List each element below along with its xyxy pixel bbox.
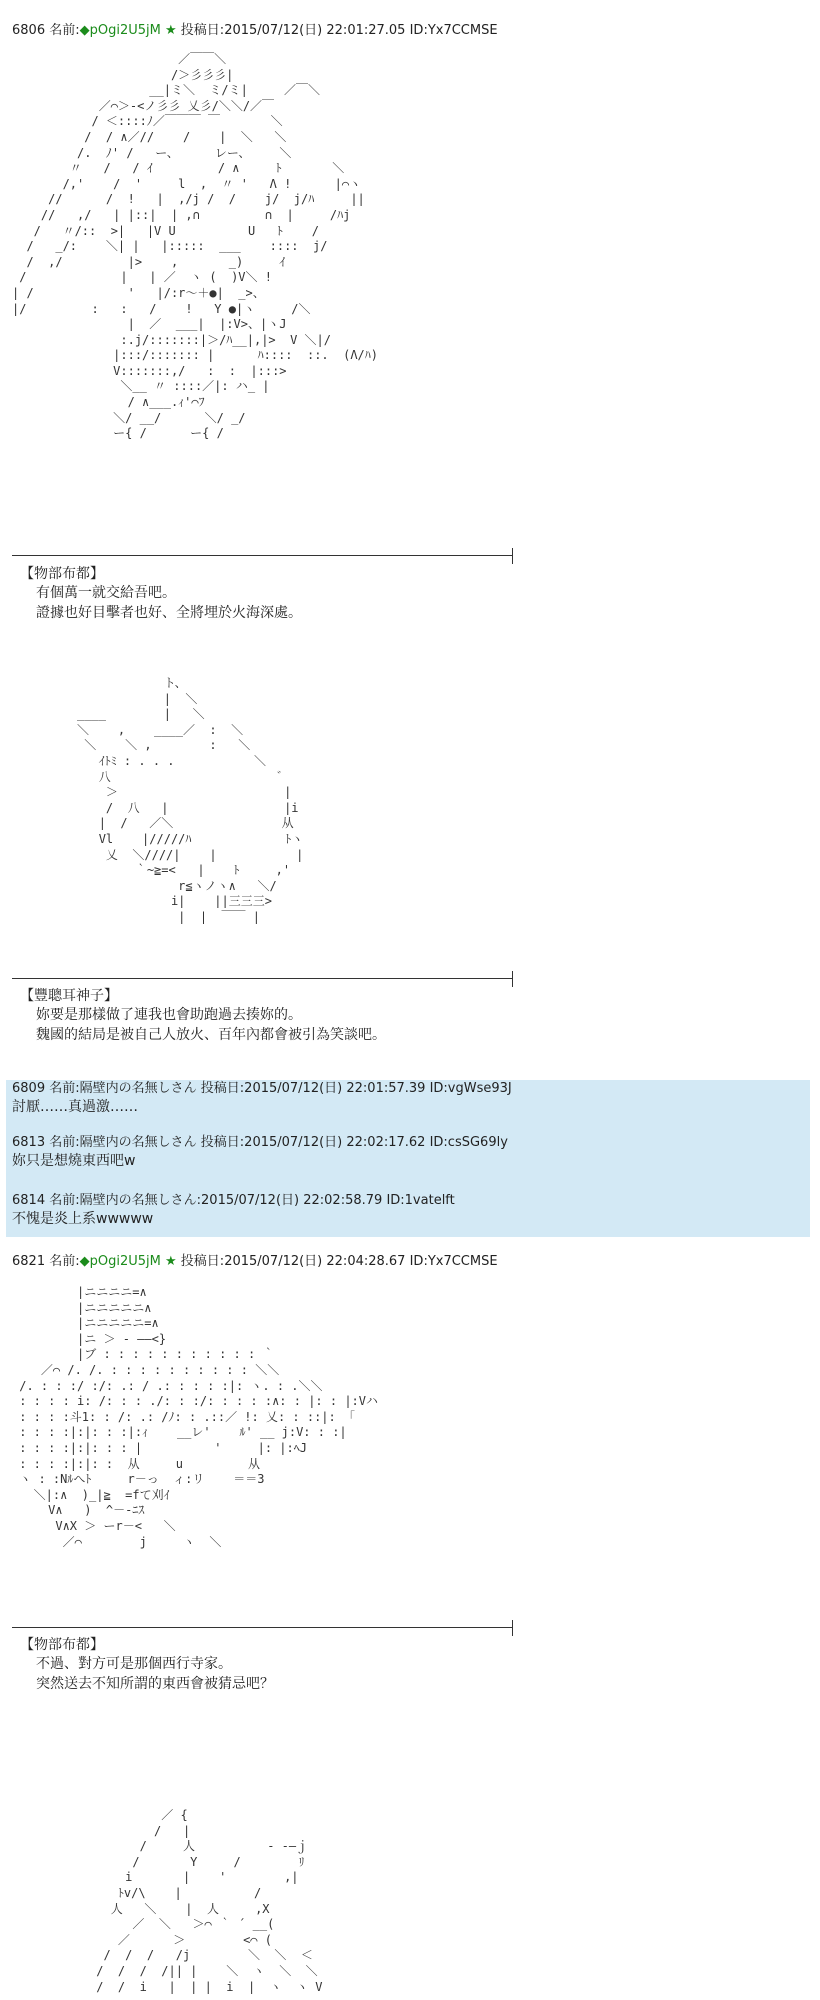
date-label: 投稿日:: [200, 1135, 245, 1150]
poster-id[interactable]: ID:vgWse93J: [429, 1081, 512, 1096]
dialogue-lines: [36, 1654, 274, 1694]
reply-body: 不愧是炎上系wwwww: [12, 1211, 154, 1227]
star-icon: ★: [165, 1254, 177, 1269]
dialogue-line: 證據也好目擊者也好、全將埋於火海深處。: [36, 605, 302, 621]
post-number: 6814: [12, 1193, 46, 1208]
ascii-art-miko: ト、 | ＼ ____ | ＼ ＼ , ____／ : ＼ ＼ ＼ , : ＼ ｲﾄﾐ : . . . ＼ 八 ゛ ＞ | / 八 | |i | / ／＼ 从 Vl |/////ﾊ ﾄヽ 乂 ＼////| | | ｀~≧=< | ﾄ ,' r≦ヽノヽ∧ ＼/ i| ||三三三> | | ￣￣ |: [77, 676, 304, 924]
dialogue-line: 妳要是那樣做了連我也會助跑過去揍妳的。: [36, 1007, 302, 1023]
date-label: 投稿日:: [180, 23, 225, 38]
name-label: 名前:: [49, 1081, 80, 1096]
post-date: 2015/07/12(日) 22:04:28.67: [224, 1254, 406, 1269]
speaker-label: 【豐聰耳神子】: [20, 988, 118, 1004]
post-header: [12, 1253, 498, 1271]
dialogue-line: 有個萬一就交給吾吧。: [36, 585, 176, 601]
dialogue-line: 魏國的結局是被自己人放火、百年內都會被引為笑談吧。: [36, 1027, 386, 1043]
name-label: 名前:: [49, 1193, 80, 1208]
poster-id[interactable]: ID:Yx7CCMSE: [409, 23, 498, 38]
poster-name[interactable]: 隔壁内の名無しさん: [79, 1081, 197, 1096]
post-number: 6813: [12, 1135, 46, 1150]
poster-id[interactable]: ID:1vatelft: [386, 1193, 455, 1208]
name-label: 名前:: [49, 23, 80, 38]
reply-body: 討厭……真過激……: [12, 1099, 138, 1115]
post-date: :2015/07/12(日) 22:02:58.79: [196, 1193, 383, 1208]
dialogue-lines: [36, 1005, 386, 1045]
name-label: 名前:: [49, 1135, 80, 1150]
speaker-label: 【物部布都】: [20, 1637, 104, 1653]
poster-name[interactable]: 隔壁内の名無しさん: [79, 1135, 197, 1150]
divider-line: [12, 555, 512, 556]
post-number: 6806: [12, 23, 46, 38]
poster-id[interactable]: ID:csSG69ly: [429, 1135, 508, 1150]
trip-code[interactable]: ◆pOgi2U5jM: [79, 23, 161, 38]
reply-post: [12, 1192, 455, 1228]
ascii-art-futo: ／￣￣＼ /＞彡彡彡| __|ミ＼ ミ/ミ| ／￣＼ ／⌒＞-<ノ彡彡 乂彡/＼＼/／￣ / ＜::::ﾉ／￣￣￣ ￣ ＼ / / ∧／// / | ＼ ＼ /. ﾉ' / ー、 レー、 ＼ 〃 / / ｲ / ∧ ﾄ ＼ /,' / ' l , 〃 ' Λ ! |⌒ヽ // / ! | ,/j / / j/ j/ﾊ || // ,/ | |::| | ,∩ ∩ | /ﾊj / 〃/:: >| |V U U ﾄ / / _/: ＼| | |::::: ___ :::: j/ / ,/ |> , _) ｲ / | | ／ ヽ ( )V＼ ! | / ' |/:r～＋●| _>、 |/ : : / ! Y ●|ヽ /＼ | ／ ___| |:V>、|ヽJ :.j/:::::::|＞/ﾊ__|,|> V ＼|/ |:::/::::::: | ﾊ:::: ::. (Λ/ﾊ) V:::::::,/ : : |:::> ＼__ 〃 ::::／|: ハ_ | / ∧___.ｨ'⌒ﾌ ＼/ __/ ＼/ _/ ー{ / ー{ /: [12, 52, 379, 441]
divider-line: [12, 1627, 512, 1628]
replies-block: [6, 1080, 810, 1237]
ascii-art-character: ／ { / | / 人 - -—ｊ / Y / ﾘ i | ' ,| ﾄv/\ | / 人 ＼ | 人 ,X ／ ＼ ＞⌒ ｀ ´ __( ／ ＞ <⌒ ( / / / /j ＼ ＼ ＜ / / / /|| | ＼ ヽ ＼ ＼ / / i | | | i | ヽ ヽ V: [96, 1808, 323, 1994]
post-date: 2015/07/12(日) 22:01:27.05: [224, 23, 406, 38]
divider-line: [12, 978, 512, 979]
post-number: 6809: [12, 1081, 46, 1096]
dialogue-lines: [36, 583, 302, 623]
post-header: [12, 22, 498, 40]
ascii-art-futo: |ニニニニ=∧ |ニニニニニ∧ |ニニニニニ=∧ |ニ ＞ - ――<} |ブ : : : : : : : : : : : ｀ ／⌒ /. /. : : : : : : : : : : ＼＼ /. : : :/ :/: .: / .: : : : :|: ヽ. : .＼＼ : : : : i: /: : : ./: : :/: : : : :∧: : |: : |:Vハ : : : :斗1: : /: .: /ﾉ: : .::／ !: 乂: : ::|: 「 : : : :|:|: : :|:ｨ __レ' ﾙ' __ j:V: : :| : : : :|:|: : : | ' |: |:ﾍJ : : : :|:|: : 从 u 从 ヽ : :Nﾙへﾄ r－っ ィ:リ ＝＝3 ＼|:∧ )_|≧ =fて刈ｲ V∧ ) ^－-ﾆｽ V∧X ＞ ーr－< ＼ ／⌒ j ヽ ＼: [19, 1285, 379, 1549]
dialogue-line: 突然送去不知所謂的東西會被猜忌吧？: [36, 1676, 274, 1692]
dialogue-line: 不過、對方可是那個西行寺家。: [36, 1656, 232, 1672]
name-label: 名前:: [49, 1254, 80, 1269]
post-number: 6821: [12, 1254, 46, 1269]
date-label: 投稿日:: [200, 1081, 245, 1096]
star-icon: ★: [165, 23, 177, 38]
post-date: 2015/07/12(日) 22:01:57.39: [244, 1081, 426, 1096]
date-label: 投稿日:: [180, 1254, 225, 1269]
trip-code[interactable]: ◆pOgi2U5jM: [79, 1254, 161, 1269]
post-date: 2015/07/12(日) 22:02:17.62: [244, 1135, 426, 1150]
reply-post: [12, 1134, 508, 1170]
speaker-label: 【物部布都】: [20, 566, 104, 582]
reply-post: [12, 1080, 512, 1116]
poster-id[interactable]: ID:Yx7CCMSE: [409, 1254, 498, 1269]
reply-body: 妳只是想燒東西吧w: [12, 1153, 136, 1169]
poster-name[interactable]: 隔壁内の名無しさん: [79, 1193, 197, 1208]
